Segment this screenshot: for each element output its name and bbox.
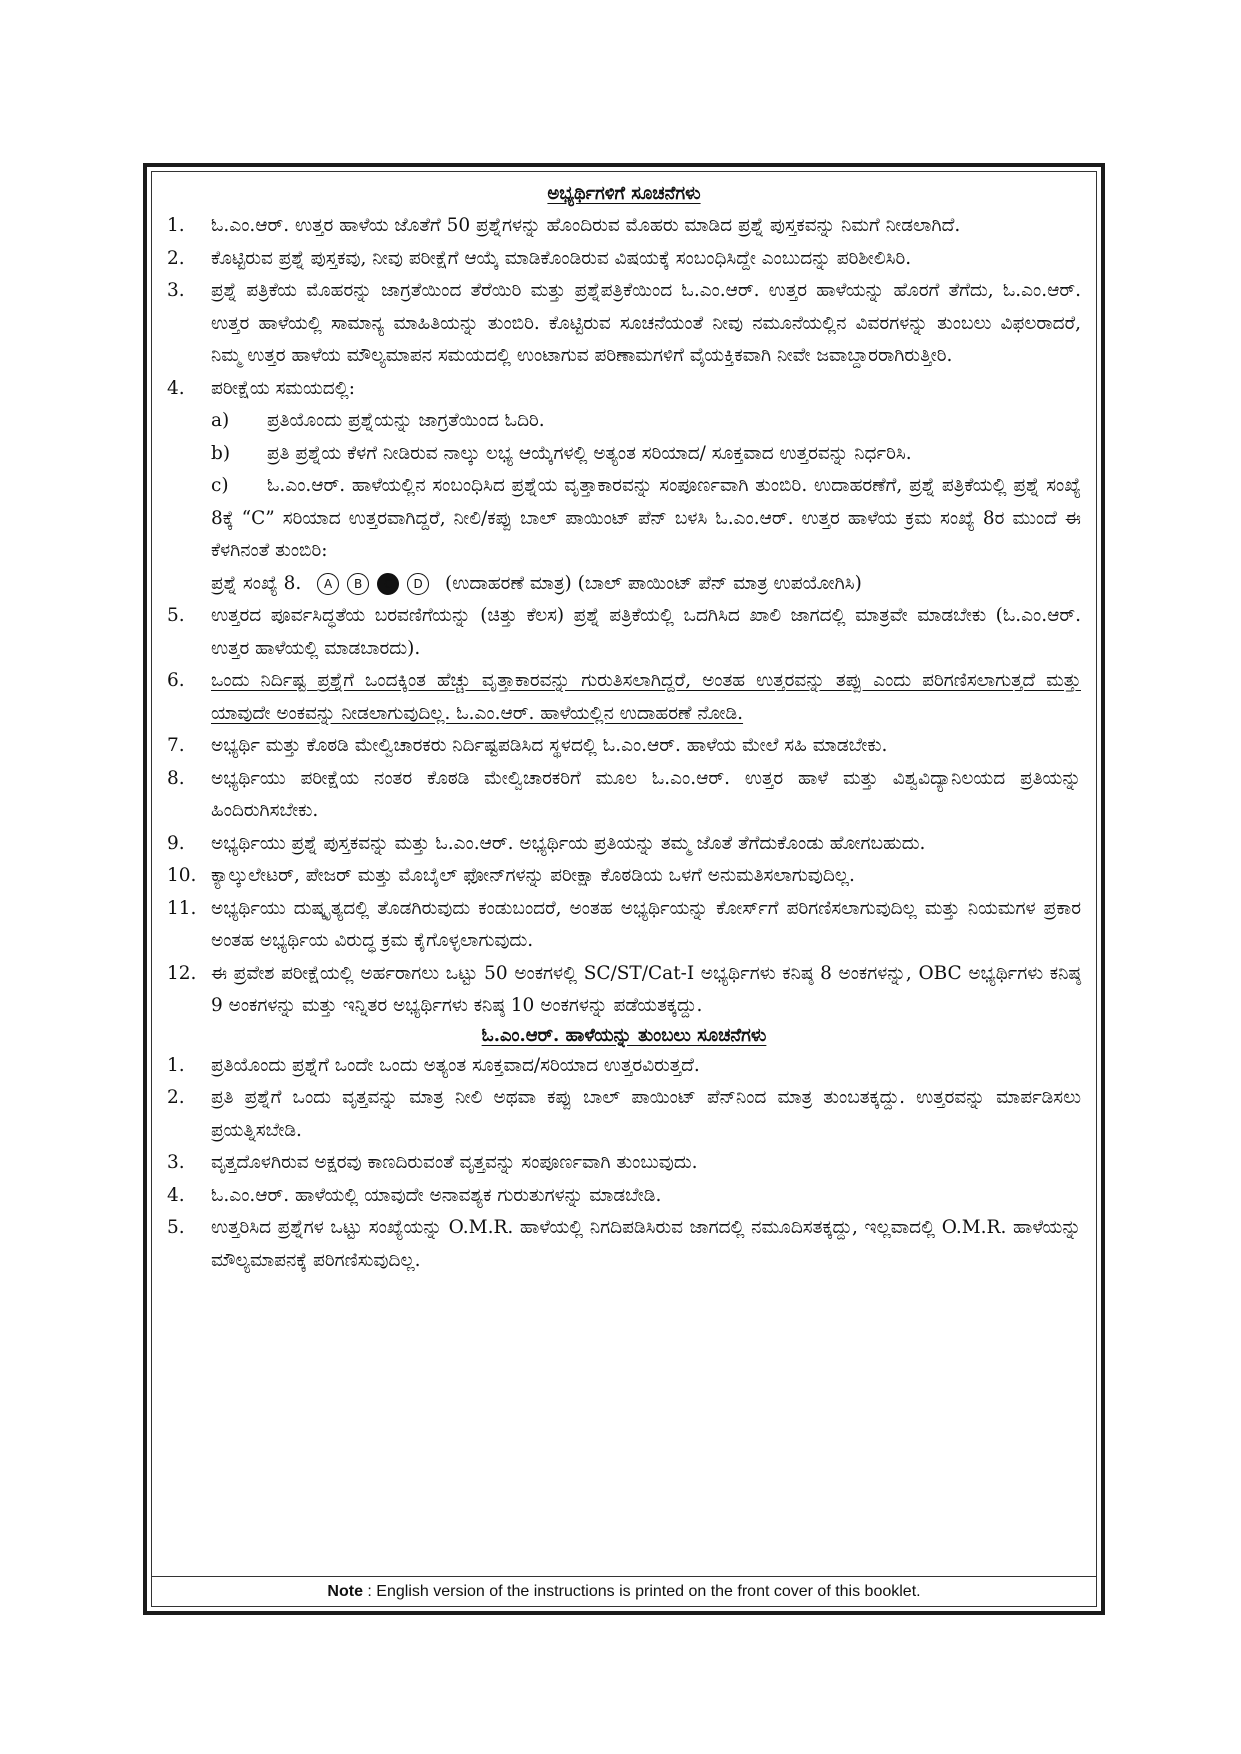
list-item: 2. ಪ್ರತಿ ಪ್ರಶ್ನೆಗೆ ಒಂದು ವೃತ್ತವನ್ನು ಮಾತ್ರ ನೀಲಿ ಅಥವಾ ಕಪ್ಪು ಬಾಲ್ ಪಾಯಿಂಟ್ ಪೆನ್‌ನಿಂದ ಮಾತ್ರ ತುಂಬತಕ್ಕದ್ದು. ಉತ್ತರವನ್ನು ಮಾರ್ಪಡಿಸಲು ಪ್ರಯತ್ನಿಸಬೇಡಿ. (167, 1087, 1081, 1141)
sub-item-a: a) ಪ್ರತಿಯೊಂದು ಪ್ರಶ್ನೆಯನ್ನು ಜಾಗ್ರತೆಯಿಂದ ಓದಿರಿ. (211, 410, 545, 431)
list-item: 4. ಓ.ಎಂ.ಆರ್. ಹಾಳೆಯಲ್ಲಿ ಯಾವುದೇ ಅನಾವಶ್ಯಕ ಗುರುತುಗಳನ್ನು ಮಾಡಬೇಡಿ. (167, 1184, 662, 1206)
list-item: 1. ಪ್ರತಿಯೊಂದು ಪ್ರಶ್ನೆಗೆ ಒಂದೇ ಒಂದು ಅತ್ಯಂತ ಸೂಕ್ತವಾದ/ಸರಿಯಾದ ಉತ್ತರವಿರುತ್ತದೆ. (167, 1054, 700, 1076)
instruction-content (167, 183, 1081, 1277)
omr-section-heading: ಓ.ಎಂ.ಆರ್. ಹಾಳೆಯನ್ನು ತುಂಬಲು ಸೂಚನೆಗಳು (481, 1024, 767, 1046)
list-item: 12. ಈ ಪ್ರವೇಶ ಪರೀಕ್ಷೆಯಲ್ಲಿ ಅರ್ಹರಾಗಲು ಒಟ್ಟು 50 ಅಂಕಗಳಲ್ಲಿ SC/ST/Cat-I ಅಭ್ಯರ್ಥಿಗಳು ಕನಿಷ್ಠ 8 ಅಂಕಗಳನ್ನು, OBC ಅಭ್ಯರ್ಥಿಗಳು ಕನಿಷ್ಠ 9 ಅಂಕಗಳನ್ನು ಮತ್ತು ಇನ್ನಿತರ ಅಭ್ಯರ್ಥಿಗಳು ಕನಿಷ್ಠ 10 ಅಂಕಗಳನ್ನು ಪಡೆಯತಕ್ಕದ್ದು. (167, 962, 1081, 1016)
sub-item-c: c) ಓ.ಎಂ.ಆರ್. ಹಾಳೆಯಲ್ಲಿನ ಸಂಬಂಧಿಸಿದ ಪ್ರಶ್ನೆಯ ವೃತ್ತಾಕಾರವನ್ನು ಸಂಪೂರ್ಣವಾಗಿ ತುಂಬಿರಿ. ಉದಾಹರಣೆಗೆ, ಪ್ರಶ್ನೆ ಪತ್ರಿಕೆಯಲ್ಲಿ ಪ್ರಶ್ನೆ ಸಂಖ್ಯೆ 8ಕ್ಕೆ “C” ಸರಿಯಾದ ಉತ್ತರವಾಗಿದ್ದರೆ, ನೀಲಿ/ಕಪ್ಪು ಬಾಲ್ ಪಾಯಿಂಟ್ ಪೆನ್ ಬಳಸಿ ಓ.ಎಂ.ಆರ್. ಉತ್ತರ ಹಾಳೆಯ ಕ್ರಮ ಸಂಖ್ಯೆ 8ರ ಮುಂದೆ ಈ ಕೆಳಗಿನಂತೆ ತುಂಬಿರಿ: (211, 475, 1081, 561)
page-heading: ಅಭ್ಯರ್ಥಿಗಳಿಗೆ ಸೂಚನೆಗಳು (547, 183, 701, 204)
list-item: 8. ಅಭ್ಯರ್ಥಿಯು ಪರೀಕ್ಷೆಯ ನಂತರ ಕೊಠಡಿ ಮೇಲ್ವಿಚಾರಕರಿಗೆ ಮೂಲ ಓ.ಎಂ.ಆರ್. ಉತ್ತರ ಹಾಳೆ ಮತ್ತು ವಿಶ್ವವಿದ್ಯಾನಿಲಯದ ಪ್ರತಿಯನ್ನು ಹಿಂದಿರುಗಿಸಬೇಕು. (167, 767, 1081, 821)
footer-note (151, 1576, 1097, 1607)
list-item: 9. ಅಭ್ಯರ್ಥಿಯು ಪ್ರಶ್ನೆ ಪುಸ್ತಕವನ್ನು ಮತ್ತು ಓ.ಎಂ.ಆರ್. ಅಭ್ಯರ್ಥಿಯ ಪ್ರತಿಯನ್ನು ತಮ್ಮ ಜೊತೆ ತೆಗೆದುಕೊಂಡು ಹೋಗಬಹುದು. (167, 832, 926, 854)
list-item: 3. ವೃತ್ತದೊಳಗಿರುವ ಅಕ್ಷರವು ಕಾಣದಿರುವಂತೆ ವೃತ್ತವನ್ನು ಸಂಪೂರ್ಣವಾಗಿ ತುಂಬುವುದು. (167, 1152, 698, 1173)
item-4-intro: ಪರೀಕ್ಷೆಯ ಸಮಯದಲ್ಲಿ: (211, 377, 355, 399)
instruction-frame (143, 163, 1105, 1615)
sub-item-b: b) ಪ್ರತಿ ಪ್ರಶ್ನೆಯ ಕೆಳಗೆ ನೀಡಿರುವ ನಾಲ್ಕು ಲಭ್ಯ ಆಯ್ಕೆಗಳಲ್ಲಿ ಅತ್ಯಂತ ಸರಿಯಾದ/ ಸೂಕ್ತವಾದ ಉತ್ತರವನ್ನು ನಿರ್ಧರಿಸಿ. (211, 442, 912, 464)
bubble-d-icon: D (407, 573, 429, 595)
list-item: 7. ಅಭ್ಯರ್ಥಿ ಮತ್ತು ಕೊಠಡಿ ಮೇಲ್ವಿಚಾರಕರು ನಿರ್ದಿಷ್ಟಪಡಿಸಿದ ಸ್ಥಳದಲ್ಲಿ ಓ.ಎಂ.ಆರ್. ಹಾಳೆಯ ಮೇಲೆ ಸಹಿ ಮಾಡಬೇಕು. (167, 735, 888, 756)
list-item: 4. ಪರೀಕ್ಷೆಯ ಸಮಯದಲ್ಲಿ: a) ಪ್ರತಿಯೊಂದು ಪ್ರಶ್ನೆಯನ್ನು ಜಾಗ್ರತೆಯಿಂದ ಓದಿರಿ. b) ಪ್ರತಿ ಪ್ರಶ್ನೆಯ ಕೆಳಗೆ ನೀಡಿರುವ ನಾಲ್ಕು ಲಭ್ಯ ಆಯ್ಕೆಗಳಲ್ಲಿ ಅತ್ಯಂತ ಸರಿಯಾದ/ ಸೂಕ್ತವಾದ ಉತ್ತರವನ್ನು ನಿರ್ಧರಿಸಿ. c) ಓ.ಎಂ.ಆರ್. ಹಾಳೆಯಲ್ಲಿನ ಸಂಬಂಧಿಸಿದ ಪ್ರಶ್ನೆಯ ವೃತ್ತಾಕಾರವನ್ನು ಸಂಪೂರ್ಣವಾಗಿ ತುಂಬಿರಿ. ಉದಾಹರಣೆಗೆ, ಪ್ರಶ್ನೆ ಪತ್ರಿಕೆಯಲ್ಲಿ ಪ್ರಶ್ನೆ ಸಂಖ್ಯೆ 8ಕ್ಕೆ “C” ಸರಿಯಾದ ಉತ್ತರವಾಗಿದ್ದರೆ, ನೀಲಿ/ಕಪ್ಪು ಬಾಲ್ ಪಾಯಿಂಟ್ ಪೆನ್ ಬಳಸಿ ಓ.ಎಂ.ಆರ್. ಉತ್ತರ ಹಾಳೆಯ ಕ್ರಮ ಸಂಖ್ಯೆ 8ರ ಮುಂದೆ ಈ ಕೆಳಗಿನಂತೆ ತುಂಬಿರಿ: ಪ್ರಶ್ನೆ ಸಂಖ್ಯೆ 8. A B C D (ಉದಾಹರಣೆ ಮಾತ್ರ) (ಬಾಲ್ ಪಾಯಿಂಟ್ ಪೆನ್ ಮಾತ್ರ ಉಪಯೋಗಿಸಿ) (167, 373, 1081, 601)
list-item: 5. ಉತ್ತರದ ಪೂರ್ವಸಿದ್ಧತೆಯ ಬರವಣಿಗೆಯನ್ನು (ಚಿತ್ತು ಕೆಲಸ) ಪ್ರಶ್ನೆ ಪತ್ರಿಕೆಯಲ್ಲಿ ಒದಗಿಸಿದ ಖಾಲಿ ಜಾಗದಲ್ಲಿ ಮಾತ್ರವೇ ಮಾಡಬೇಕು (ಓ.ಎಂ.ಆರ್. ಉತ್ತರ ಹಾಳೆಯಲ್ಲಿ ಮಾಡಬಾರದು). (167, 605, 1081, 659)
bubble-a-icon: A (317, 573, 339, 595)
list-item: 3. ಪ್ರಶ್ನೆ ಪತ್ರಿಕೆಯ ಮೊಹರನ್ನು ಜಾಗ್ರತೆಯಿಂದ ತೆರೆಯಿರಿ ಮತ್ತು ಪ್ರಶ್ನೆಪತ್ರಿಕೆಯಿಂದ ಓ.ಎಂ.ಆರ್. ಉತ್ತರ ಹಾಳೆಯನ್ನು ಹೊರಗೆ ತೆಗೆದು, ಓ.ಎಂ.ಆರ್. ಉತ್ತರ ಹಾಳೆಯಲ್ಲಿ ಸಾಮಾನ್ಯ ಮಾಹಿತಿಯನ್ನು ತುಂಬಿರಿ. ಕೊಟ್ಟಿರುವ ಸೂಚನೆಯಂತೆ ನೀವು ನಮೂನೆಯಲ್ಲಿನ ವಿವರಗಳನ್ನು ತುಂಬಲು ವಿಫಲರಾದರೆ, ನಿಮ್ಮ ಉತ್ತರ ಹಾಳೆಯ ಮೌಲ್ಯಮಾಪನ ಸಮಯದಲ್ಲಿ ಉಂಟಾಗುವ ಪರಿಣಾಮಗಳಿಗೆ ವೈಯಕ್ತಿಕವಾಗಿ ನೀವೇ ಜವಾಬ್ದಾರರಾಗಿರುತ್ತೀರಿ. (167, 280, 1081, 366)
list-item: 10. ಕ್ಯಾಲ್ಕುಲೇಟರ್, ಪೇಜರ್ ಮತ್ತು ಮೊಬೈಲ್ ಫೋನ್‌ಗಳನ್ನು ಪರೀಕ್ಷಾ ಕೊಠಡಿಯ ಒಳಗೆ ಅನುಮತಿಸಲಾಗುವುದಿಲ್ಲ. (167, 865, 855, 886)
bubble-c-filled-icon: C (377, 573, 399, 595)
list-item: 2. ಕೊಟ್ಟಿರುವ ಪ್ರಶ್ನೆ ಪುಸ್ತಕವು, ನೀವು ಪರೀಕ್ಷೆಗೆ ಆಯ್ಕೆ ಮಾಡಿಕೊಂಡಿರುವ ವಿಷಯಕ್ಕೆ ಸಂಬಂಧಿಸಿದ್ದೇ ಎಂಬುದನ್ನು ಪರಿಶೀಲಿಸಿರಿ. (167, 247, 912, 269)
omr-example-row: ಪ್ರಶ್ನೆ ಸಂಖ್ಯೆ 8. A B C D (ಉದಾಹರಣೆ ಮಾತ್ರ) (ಬಾಲ್ ಪಾಯಿಂಟ್ ಪೆನ್ ಮಾತ್ರ ಉಪಯೋಗಿಸಿ) (211, 572, 862, 594)
note-label: Note (327, 1583, 363, 1600)
list-item: 6. ಒಂದು ನಿರ್ದಿಷ್ಟ ಪ್ರಶ್ನೆಗೆ ಒಂದಕ್ಕಿಂತ ಹೆಚ್ಚು ವೃತ್ತಾಕಾರವನ್ನು ಗುರುತಿಸಲಾಗಿದ್ದರೆ, ಅಂತಹ ಉತ್ತರವನ್ನು ತಪ್ಪು ಎಂದು ಪರಿಗಣಿಸಲಾಗುತ್ತದೆ ಮತ್ತು ಯಾವುದೇ ಅಂಕವನ್ನು ನೀಡಲಾಗುವುದಿಲ್ಲ. ಓ.ಎಂ.ಆರ್. ಹಾಳೆಯಲ್ಲಿನ ಉದಾಹರಣೆ ನೋಡಿ. (167, 670, 1081, 724)
omr-bubble-group (317, 573, 429, 595)
omr-instructions-list (167, 1050, 1081, 1278)
candidate-instructions-list (167, 210, 1081, 1023)
note-text: : English version of the instructions is printed on the front cover of this booklet. (362, 1583, 921, 1600)
list-item: 1. ಓ.ಎಂ.ಆರ್. ಉತ್ತರ ಹಾಳೆಯ ಜೊತೆಗೆ 50 ಪ್ರಶ್ನೆಗಳನ್ನು ಹೊಂದಿರುವ ಮೊಹರು ಮಾಡಿದ ಪ್ರಶ್ನೆ ಪುಸ್ತಕವನ್ನು ನಿಮಗೆ ನೀಡಲಾಗಿದೆ. (167, 215, 961, 236)
list-item: 11. ಅಭ್ಯರ್ಥಿಯು ದುಷ್ಕೃತ್ಯದಲ್ಲಿ ತೊಡಗಿರುವುದು ಕಂಡುಬಂದರೆ, ಅಂತಹ ಅಭ್ಯರ್ಥಿಯನ್ನು ಕೋರ್ಸ್‌ಗೆ ಪರಿಗಣಿಸಲಾಗುವುದಿಲ್ಲ ಮತ್ತು ನಿಯಮಗಳ ಪ್ರಕಾರ ಅಂತಹ ಅಭ್ಯರ್ಥಿಯ ವಿರುದ್ಧ ಕ್ರಮ ಕೈಗೊಳ್ಳಲಾಗುವುದು. (167, 897, 1081, 951)
list-item: 5. ಉತ್ತರಿಸಿದ ಪ್ರಶ್ನೆಗಳ ಒಟ್ಟು ಸಂಖ್ಯೆಯನ್ನು O.M.R. ಹಾಳೆಯಲ್ಲಿ ನಿಗದಿಪಡಿಸಿರುವ ಜಾಗದಲ್ಲಿ ನಮೂದಿಸತಕ್ಕದ್ದು, ಇಲ್ಲವಾದಲ್ಲಿ O.M.R. ಹಾಳೆಯನ್ನು ಮೌಲ್ಯಮಾಪನಕ್ಕೆ ಪರಿಗಣಿಸುವುದಿಲ್ಲ. (167, 1217, 1081, 1271)
bubble-b-icon: B (347, 573, 369, 595)
